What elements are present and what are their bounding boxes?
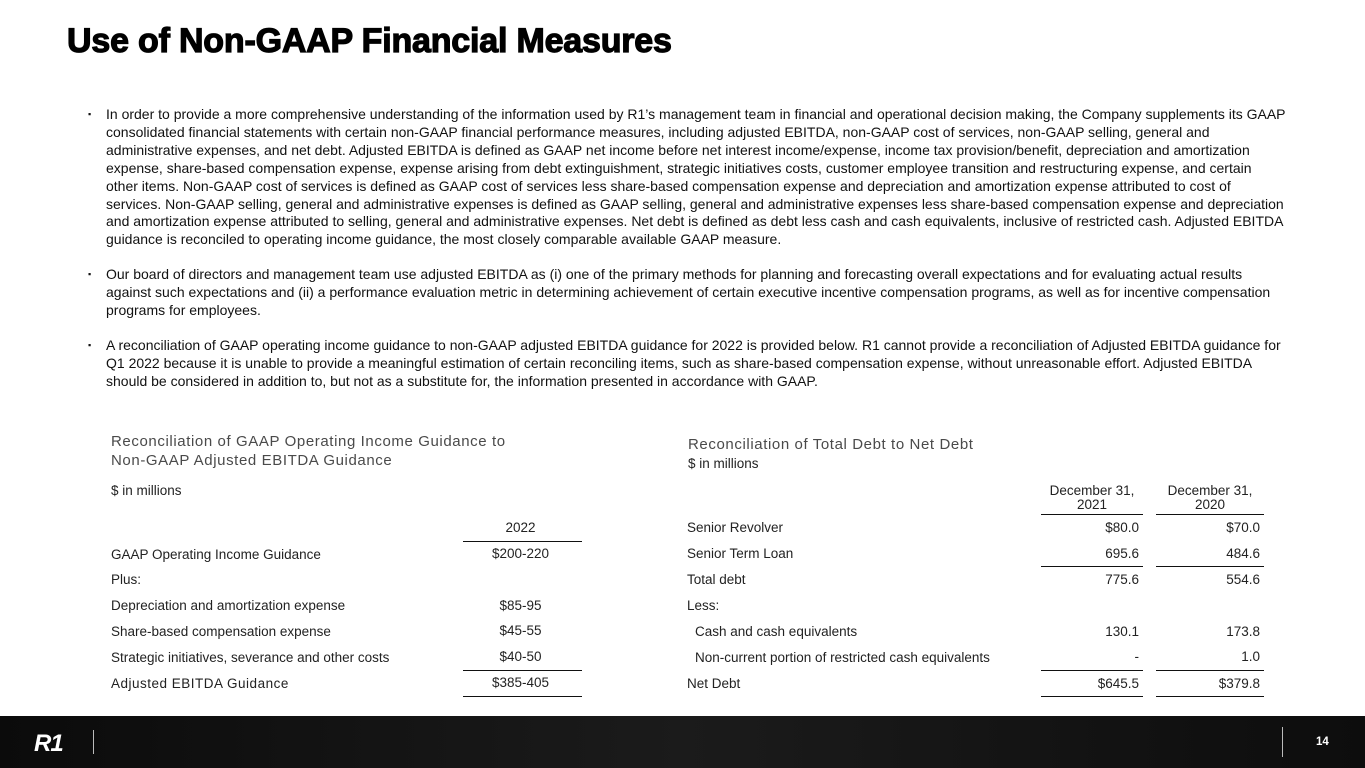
table-row [687,644,1264,670]
row-value-2020: $70.0 [1226,520,1260,536]
row-label: Total debt [687,572,746,588]
table-row [111,644,582,670]
bullet-text: Our board of directors and management team use adjusted EBITDA as (i) one of the primary methods for planning and forecasting overall expectations and for evaluating actual results against such expectations and (ii) a performance evaluation metric in determining achievement of certain executive incentive compensation programs, as well as for incentive compensation programs for employees. [106,266,1271,319]
column-header-2021 [1041,482,1143,515]
footer-divider [93,730,94,754]
row-value-2020: 1.0 [1156,644,1264,670]
bullet-item [86,337,1286,391]
footer-divider [1282,727,1283,757]
row-value-2021: $645.5 [1041,670,1143,697]
row-label: Depreciation and amortization expense [111,598,346,614]
row-label: Net Debt [687,675,741,691]
table-row-total [687,670,1264,697]
row-value-2021: - [1041,644,1143,670]
bullet-item [86,106,1286,249]
column-header-2020-line1: December 31, [1167,483,1253,498]
row-label: Cash and cash equivalents [695,623,858,639]
bullet-marker: ▪ [88,269,92,280]
row-value-2020: $379.8 [1156,670,1264,697]
table-row [111,593,582,619]
r1-logo: R1 [34,730,63,757]
table-row-total [111,670,582,697]
row-label: Less: [687,598,720,614]
row-label: GAAP Operating Income Guidance [111,546,321,562]
bullet-text: A reconciliation of GAAP operating income guidance to non-GAAP adjusted EBITDA guidance for 2022 is provided below. R1 cannot provide a reconciliation of Adjusted EBITDA guidance for Q1 2022 because it is unable to provide a meaningful estimation of certain reconciling items, such as share-based compensation expense, without unreasonable effort. Adjusted EBITDA should be considered in addition to, but not as a substitute for, the information presented in accordance with GAAP. [106,336,1281,389]
row-value: $385-405 [463,670,582,697]
row-value-2021: 130.1 [1105,623,1139,639]
left-table-title [111,432,506,470]
table-header-row [687,482,1264,515]
row-value [463,567,582,593]
row-label: Adjusted EBITDA Guidance [111,675,289,691]
column-header-2020 [1156,482,1264,515]
page-number: 14 [1316,736,1329,748]
column-header-2021-line1: December 31, [1049,483,1135,498]
table-header-row [111,515,582,541]
column-header-2022: 2022 [463,515,582,541]
row-value-2020 [1156,593,1264,619]
row-value: $200-220 [491,546,550,562]
row-label: Plus: [111,572,142,588]
table-row [687,541,1264,567]
table-row [687,515,1264,541]
bullet-text: In order to provide a more comprehensive understanding of the information used by R1’s management team in financial and operational decision making, the Company supplements its GAAP consolidated financial statements with certain non-GAAP financial performance measures, including adjusted EBITDA, non-GAAP cost of services, non-GAAP selling, general and administrative expenses, and net debt. Adjusted EBITDA is defined as GAAP net income before net interest income/expense, income tax provision/benefit, depreciation and amortization expense, share-based compensation expense, expense arising from debt extinguishment, strategic initiatives costs, customer employee transition and restructuring expense, and certain other items. Non-GAAP cost of services is defined as GAAP cost of services less share-based compensation expense and depreciation and amortization expense attributed to cost of services. Non-GAAP selling, general and administrative expenses is defined as GAAP selling, general and administrative expenses less share-based compensation expense and depreciation and amortization expense attributed to selling, general and administrative expenses. Net debt is defined as debt less cash and cash equivalents, inclusive of restricted cash. Adjusted EBITDA guidance is reconciled to operating income guidance, the most closely comparable available GAAP measure. [106,106,1286,248]
row-label: Non-current portion of restricted cash equivalents [695,649,990,665]
right-table-title: Reconciliation of Total Debt to Net Debt [688,436,974,453]
row-value: $85-95 [499,597,542,613]
footer-bar [0,716,1365,768]
row-value-2020: 484.6 [1156,541,1264,567]
page-title: Use of Non-GAAP Financial Measures [67,22,672,60]
bullet-marker: ▪ [88,109,92,119]
row-label: Share-based compensation expense [111,623,331,639]
row-value-2020: 173.8 [1226,623,1260,639]
table-row [111,567,582,593]
row-value-2021: $80.0 [1105,520,1139,536]
net-debt-reconciliation-table [687,482,1264,697]
row-label: Senior Revolver [687,520,784,536]
row-value: $45-55 [499,623,542,639]
table-row [687,593,1264,619]
column-header-2021-line2: 2021 [1076,497,1108,512]
row-value-2021: 695.6 [1041,541,1143,567]
table-row [111,618,582,644]
table-row [687,618,1264,644]
row-label: Senior Term Loan [687,546,794,562]
row-value-2020: 554.6 [1226,572,1260,588]
row-value-2021 [1041,593,1143,619]
left-table-title-line2: Non-GAAP Adjusted EBITDA Guidance [111,452,393,469]
ebitda-reconciliation-table [111,515,582,697]
row-value: $40-50 [463,644,582,670]
column-header-2020-line2: 2020 [1194,497,1226,512]
left-table-title-line1: Reconciliation of GAAP Operating Income Guidance to [111,433,506,450]
bullet-list [86,106,1286,408]
left-table-units: $ in millions [111,483,182,498]
row-value-2021: 775.6 [1105,572,1139,588]
row-label: Strategic initiatives, severance and other costs [111,649,390,665]
table-row [111,541,582,567]
bullet-marker: ▪ [88,339,92,350]
bullet-item [86,266,1286,320]
right-table-units: $ in millions [688,456,759,471]
table-row [687,567,1264,593]
